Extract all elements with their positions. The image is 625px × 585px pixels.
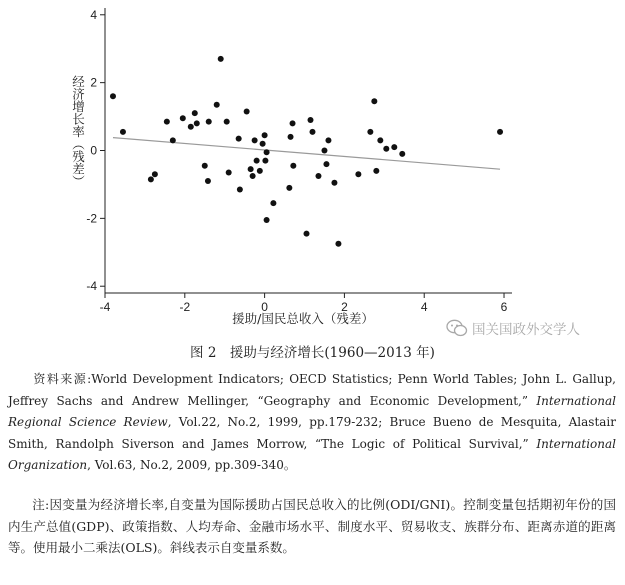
- scatter-point: [270, 200, 276, 206]
- scatter-point: [304, 231, 310, 237]
- scatter-point: [110, 93, 116, 99]
- wechat-icon: [446, 319, 468, 337]
- scatter-point: [373, 168, 379, 174]
- scatter-point: [188, 124, 194, 130]
- scatter-point: [237, 187, 243, 193]
- scatter-points: [110, 56, 503, 247]
- scatter-point: [286, 185, 292, 191]
- scatter-point: [290, 120, 296, 126]
- y-tick-label: -4: [86, 279, 97, 294]
- y-tick-label: 0: [90, 143, 97, 158]
- scatter-point: [367, 129, 373, 135]
- y-axis-label: 经济增长率（残差）: [70, 75, 86, 188]
- scatter-point: [205, 178, 211, 184]
- scatter-point: [315, 173, 321, 179]
- scatter-point: [244, 108, 250, 114]
- scatter-point: [194, 120, 200, 126]
- scatter-point: [399, 151, 405, 157]
- chart-axes: [86, 8, 512, 314]
- scatter-point: [325, 137, 331, 143]
- scatter-point: [236, 136, 242, 142]
- scatter-point: [148, 176, 154, 182]
- scatter-point: [152, 171, 158, 177]
- scatter-point: [290, 163, 296, 169]
- scatter-point: [226, 170, 232, 176]
- scatter-point: [218, 56, 224, 62]
- journal-name-2: International Organization: [8, 436, 616, 472]
- scatter-point: [214, 102, 220, 108]
- scatter-point: [170, 137, 176, 143]
- x-tick-label: -2: [179, 300, 191, 314]
- figure-caption: 图 2 援助与经济增长(1960—2013 年): [190, 345, 435, 361]
- note-text: 注:因变量为经济增长率,自变量为国际援助占国民总收入的比例(ODI/GNI)。控制变量包括期初年份的国内生产总值(GDP)、政策指数、人均寿命、金融市场水平、制度水平、贸易收支、族群分布、距离赤道的距离等。使用最小二乘法(OLS)。斜线表示自变量系数。: [8, 497, 616, 555]
- scatter-point: [224, 119, 230, 125]
- scatter-point: [262, 132, 268, 138]
- scatter-point: [335, 241, 341, 247]
- scatter-point: [309, 129, 315, 135]
- x-tick-label: 0: [261, 300, 268, 314]
- scatter-point: [260, 141, 266, 147]
- sources-text-1: 资料来源:World Development Indicators; OECD Statistics; Penn World Tables; John L. Gallup, Jeffrey Sachs and Andrew Mellinger, “Geography and Economic Development,”: [8, 372, 616, 408]
- x-tick-label: 4: [420, 300, 428, 314]
- x-tick-label: 2: [341, 300, 348, 314]
- y-tick-label: 4: [90, 7, 97, 22]
- watermark: [446, 316, 616, 340]
- scatter-point: [307, 117, 313, 123]
- scatter-point: [257, 168, 263, 174]
- scatter-point: [288, 134, 294, 140]
- scatter-point: [254, 158, 260, 164]
- scatter-point: [264, 217, 270, 223]
- note-paragraph: [8, 494, 616, 559]
- scatter-point: [252, 137, 258, 143]
- scatter-point: [383, 146, 389, 152]
- scatter-point: [377, 137, 383, 143]
- y-tick-label: -2: [86, 211, 97, 226]
- x-axis-label: 援助/国民总收入（残差）: [232, 311, 374, 326]
- sources-text-2: , Vol.22, No.2, 1999, pp.179-232; Bruce Bueno de Mesquita, Alastair Smith, Randolph Siverson and James Morrow, “The Logic of Political Survival,”: [8, 415, 617, 451]
- scatter-point: [355, 171, 361, 177]
- scatter-point: [262, 158, 268, 164]
- scatter-point: [180, 115, 186, 121]
- scatter-point: [371, 98, 377, 104]
- scatter-point: [321, 148, 327, 154]
- scatter-point: [391, 144, 397, 150]
- x-tick-label: -4: [99, 300, 111, 314]
- sources-paragraph: [8, 369, 616, 477]
- scatter-point: [192, 110, 198, 116]
- scatter-point: [250, 173, 256, 179]
- scatter-point: [264, 149, 270, 155]
- scatter-point: [202, 163, 208, 169]
- scatter-point: [331, 180, 337, 186]
- scatter-point: [206, 119, 212, 125]
- x-tick-label: 6: [500, 300, 508, 314]
- journal-name-1: International Regional Science Review: [8, 393, 616, 429]
- scatter-point: [120, 129, 126, 135]
- scatter-point: [497, 129, 503, 135]
- watermark-text: 国关国政外交学人: [472, 322, 580, 338]
- y-tick-label: 2: [90, 75, 97, 90]
- scatter-point: [164, 119, 170, 125]
- scatter-point: [248, 166, 254, 172]
- scatter-point: [323, 161, 329, 167]
- sources-text-3: , Vol.63, No.2, 2009, pp.309-340。: [87, 458, 296, 472]
